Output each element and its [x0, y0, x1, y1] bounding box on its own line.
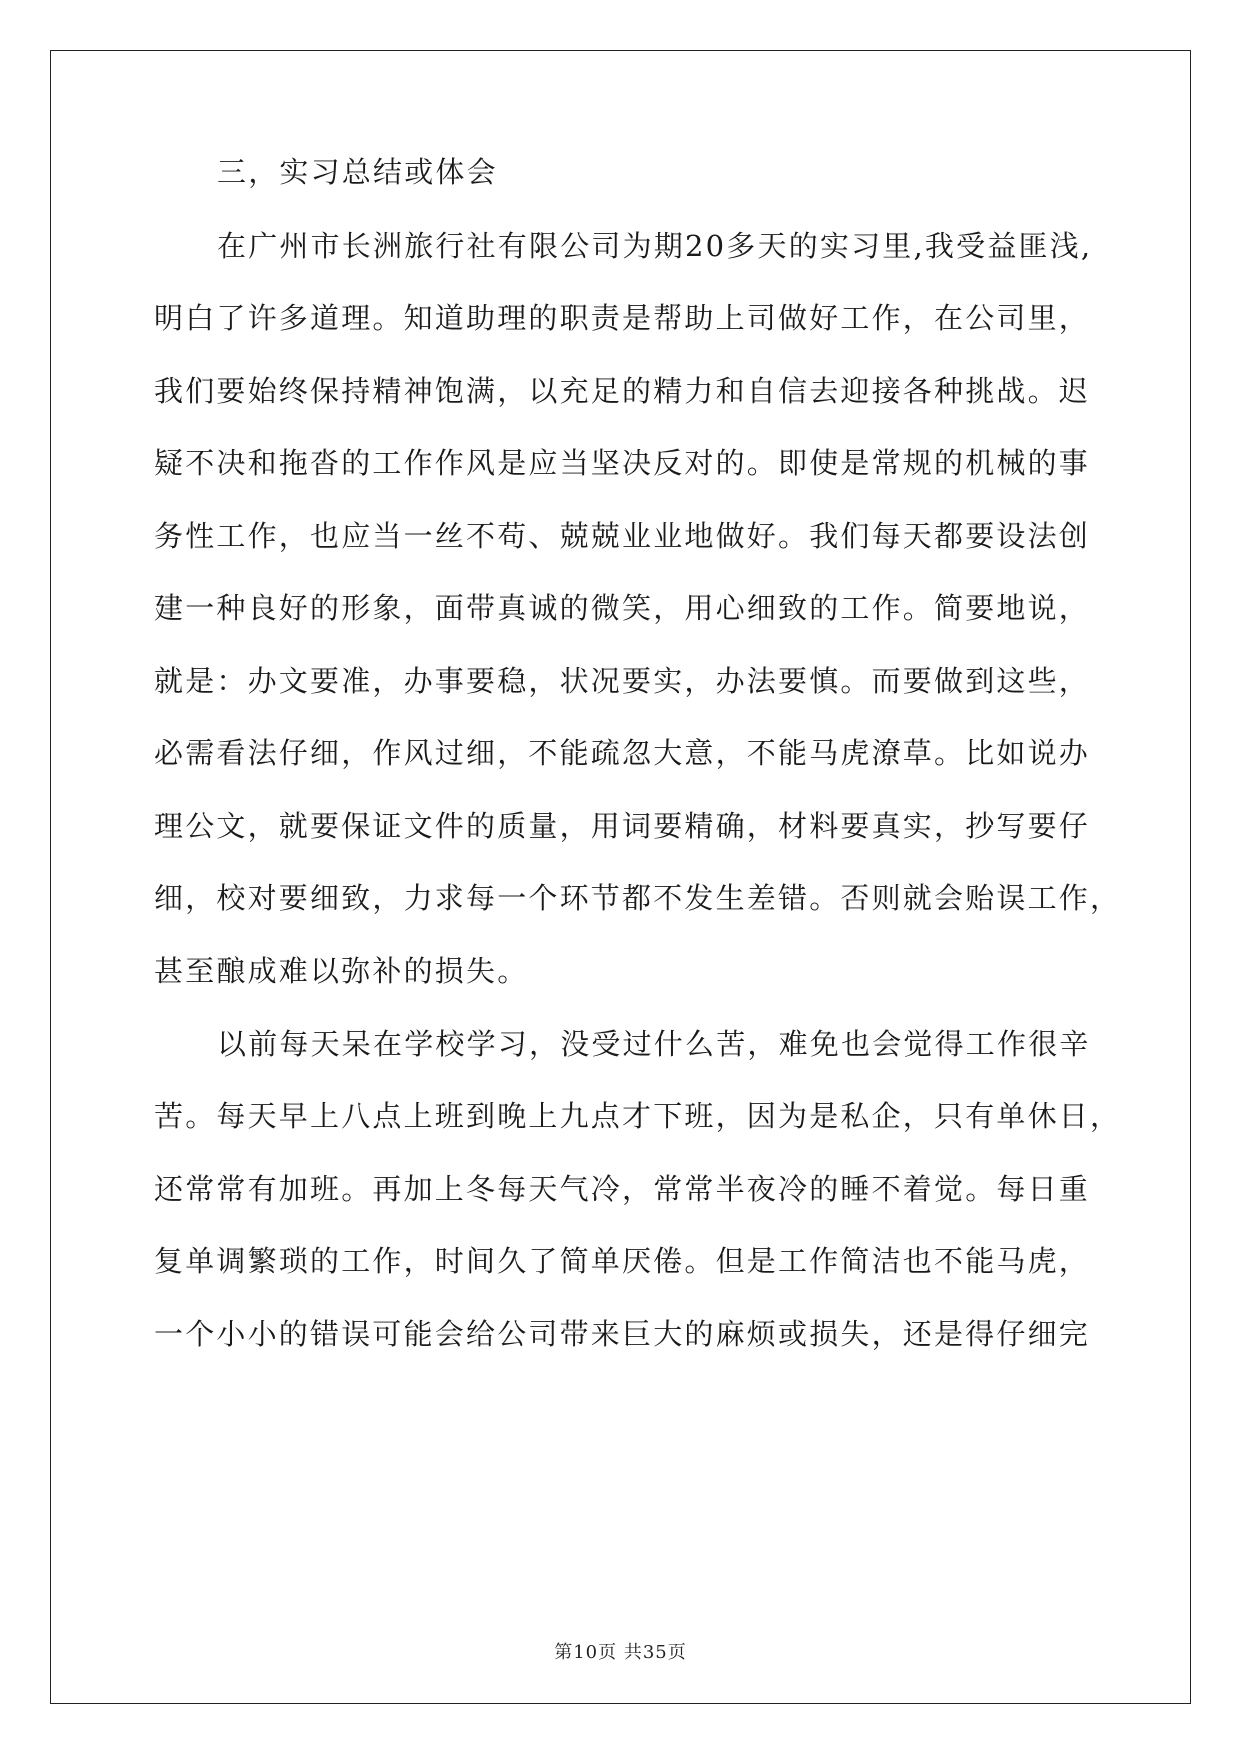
- text-line-10: 细，校对要细致，力求每一个环节都不发生差错。否则就会贻误工作，: [154, 881, 1122, 915]
- text-line-1: 在广州市长洲旅行社有限公司为期20多天的实习里,我受益匪浅,: [217, 229, 1093, 263]
- text-line-11: 甚至酿成难以弥补的损失。: [154, 954, 529, 988]
- text-line-16: 一个小小的错误可能会给公司带来巨大的麻烦或损失，还是得仔细完: [154, 1317, 1091, 1351]
- text-line-3: 我们要始终保持精神饱满，以充足的精力和自信去迎接各种挑战。迟: [154, 374, 1091, 408]
- text-line-15: 复单调繁琐的工作，时间久了简单厌倦。但是工作简洁也不能马虎，: [154, 1244, 1091, 1278]
- text-line-12: 以前每天呆在学校学习，没受过什么苦，难免也会觉得工作很辛: [217, 1027, 1091, 1061]
- page-number-footer: 第10页 共35页: [554, 1642, 687, 1663]
- text-line-13: 苦。每天早上八点上班到晚上九点才下班，因为是私企，只有单休日，: [154, 1099, 1122, 1133]
- text-line-8: 必需看法仔细，作风过细，不能疏忽大意，不能马虎潦草。比如说办: [154, 736, 1091, 770]
- text-line-4: 疑不决和拖沓的工作作风是应当坚决反对的。即使是常规的机械的事: [154, 446, 1091, 480]
- section-heading: 三，实习总结或体会: [217, 155, 498, 189]
- text-line-5: 务性工作，也应当一丝不苟、兢兢业业地做好。我们每天都要设法创: [154, 519, 1091, 553]
- text-line-9: 理公文，就要保证文件的质量，用词要精确，材料要真实，抄写要仔: [154, 809, 1091, 843]
- text-line-7: 就是：办文要准，办事要稳，状况要实，办法要慎。而要做到这些，: [154, 664, 1091, 698]
- text-line-2: 明白了许多道理。知道助理的职责是帮助上司做好工作，在公司里，: [154, 301, 1091, 335]
- text-line-6: 建一种良好的形象，面带真诚的微笑，用心细致的工作。简要地说，: [154, 591, 1091, 625]
- text-line-14: 还常常有加班。再加上冬每天气冷，常常半夜冷的睡不着觉。每日重: [154, 1172, 1091, 1206]
